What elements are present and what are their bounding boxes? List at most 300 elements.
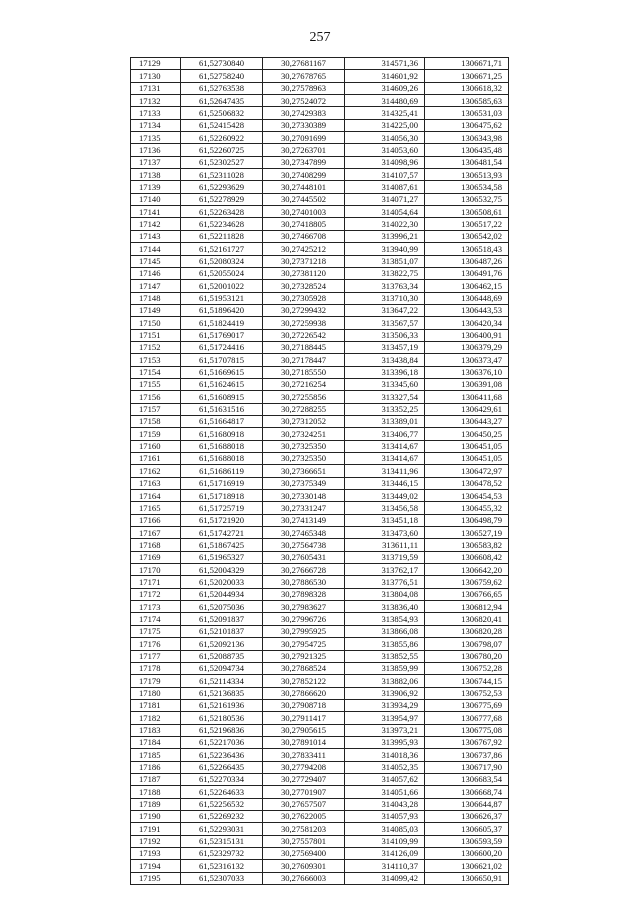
x-coordinate-cell: 313389,01 (345, 415, 425, 427)
table-row (131, 835, 509, 847)
latitude-cell: 61,52180536 (181, 712, 263, 724)
longitude-cell: 30,27371218 (263, 255, 345, 267)
point-number-cell: 17181 (131, 699, 181, 711)
latitude-cell: 61,52196836 (181, 724, 263, 736)
y-coordinate-cell: 1306593,59 (425, 835, 509, 847)
point-number-cell: 17134 (131, 119, 181, 131)
point-number-cell: 17133 (131, 107, 181, 119)
table-row (131, 58, 509, 70)
longitude-cell: 30,27886530 (263, 576, 345, 588)
point-number-cell: 17160 (131, 440, 181, 452)
latitude-cell: 61,51718918 (181, 490, 263, 502)
table-row (131, 736, 509, 748)
point-number-cell: 17137 (131, 156, 181, 168)
table-row (131, 625, 509, 637)
latitude-cell: 61,52315131 (181, 835, 263, 847)
point-number-cell: 17158 (131, 415, 181, 427)
x-coordinate-cell: 313414,67 (345, 440, 425, 452)
longitude-cell: 30,27891014 (263, 736, 345, 748)
y-coordinate-cell: 1306450,25 (425, 428, 509, 440)
table-row (131, 810, 509, 822)
longitude-cell: 30,27091699 (263, 132, 345, 144)
y-coordinate-cell: 1306777,68 (425, 712, 509, 724)
latitude-cell: 61,52266435 (181, 761, 263, 773)
x-coordinate-cell: 313710,30 (345, 292, 425, 304)
latitude-cell: 61,51669615 (181, 366, 263, 378)
x-coordinate-cell: 314057,93 (345, 810, 425, 822)
point-number-cell: 17176 (131, 638, 181, 650)
y-coordinate-cell: 1306420,34 (425, 317, 509, 329)
longitude-cell: 30,27681167 (263, 58, 345, 70)
point-number-cell: 17140 (131, 193, 181, 205)
point-number-cell: 17152 (131, 341, 181, 353)
latitude-cell: 61,51953121 (181, 292, 263, 304)
latitude-cell: 61,52302527 (181, 156, 263, 168)
y-coordinate-cell: 1306767,92 (425, 736, 509, 748)
y-coordinate-cell: 1306820,41 (425, 613, 509, 625)
table-row (131, 82, 509, 94)
x-coordinate-cell: 314054,64 (345, 206, 425, 218)
longitude-cell: 30,27425212 (263, 243, 345, 255)
y-coordinate-cell: 1306451,05 (425, 453, 509, 465)
point-number-cell: 17159 (131, 428, 181, 440)
x-coordinate-cell: 313457,19 (345, 341, 425, 353)
x-coordinate-cell: 313855,86 (345, 638, 425, 650)
y-coordinate-cell: 1306618,32 (425, 82, 509, 94)
x-coordinate-cell: 314087,61 (345, 181, 425, 193)
x-coordinate-cell: 313647,22 (345, 304, 425, 316)
latitude-cell: 61,51721920 (181, 514, 263, 526)
longitude-cell: 30,27569400 (263, 848, 345, 860)
point-number-cell: 17157 (131, 403, 181, 415)
y-coordinate-cell: 1306391,08 (425, 378, 509, 390)
point-number-cell: 17193 (131, 848, 181, 860)
table-row (131, 119, 509, 131)
latitude-cell: 61,52088735 (181, 650, 263, 662)
point-number-cell: 17182 (131, 712, 181, 724)
latitude-cell: 61,52161936 (181, 699, 263, 711)
longitude-cell: 30,27188445 (263, 341, 345, 353)
point-number-cell: 17129 (131, 58, 181, 70)
y-coordinate-cell: 1306462,15 (425, 280, 509, 292)
table-row (131, 872, 509, 884)
longitude-cell: 30,27305928 (263, 292, 345, 304)
x-coordinate-cell: 314053,60 (345, 144, 425, 156)
table-row (131, 292, 509, 304)
point-number-cell: 17171 (131, 576, 181, 588)
y-coordinate-cell: 1306451,05 (425, 440, 509, 452)
table-row (131, 169, 509, 181)
point-number-cell: 17132 (131, 95, 181, 107)
x-coordinate-cell: 313611,11 (345, 539, 425, 551)
table-row (131, 255, 509, 267)
point-number-cell: 17155 (131, 378, 181, 390)
x-coordinate-cell: 313906,92 (345, 687, 425, 699)
x-coordinate-cell: 314018,36 (345, 749, 425, 761)
page-number: 257 (309, 30, 331, 45)
point-number-cell: 17138 (131, 169, 181, 181)
y-coordinate-cell: 1306429,61 (425, 403, 509, 415)
x-coordinate-cell: 313973,21 (345, 724, 425, 736)
longitude-cell: 30,27445502 (263, 193, 345, 205)
longitude-cell: 30,27255856 (263, 391, 345, 403)
longitude-cell: 30,27401003 (263, 206, 345, 218)
x-coordinate-cell: 313406,77 (345, 428, 425, 440)
latitude-cell: 61,52758240 (181, 70, 263, 82)
y-coordinate-cell: 1306780,20 (425, 650, 509, 662)
latitude-cell: 61,52004329 (181, 564, 263, 576)
longitude-cell: 30,27418805 (263, 218, 345, 230)
y-coordinate-cell: 1306373,47 (425, 354, 509, 366)
longitude-cell: 30,27605431 (263, 551, 345, 563)
table-row (131, 527, 509, 539)
table-row (131, 107, 509, 119)
table-row (131, 144, 509, 156)
table-row (131, 749, 509, 761)
y-coordinate-cell: 1306775,69 (425, 699, 509, 711)
y-coordinate-cell: 1306668,74 (425, 786, 509, 798)
point-number-cell: 17180 (131, 687, 181, 699)
longitude-cell: 30,27921325 (263, 650, 345, 662)
longitude-cell: 30,27312052 (263, 415, 345, 427)
y-coordinate-cell: 1306600,20 (425, 848, 509, 860)
table-row (131, 317, 509, 329)
latitude-cell: 61,52001022 (181, 280, 263, 292)
latitude-cell: 61,51686119 (181, 465, 263, 477)
table-row (131, 601, 509, 613)
y-coordinate-cell: 1306683,54 (425, 773, 509, 785)
longitude-cell: 30,27466708 (263, 230, 345, 242)
point-number-cell: 17179 (131, 675, 181, 687)
y-coordinate-cell: 1306820,28 (425, 625, 509, 637)
point-number-cell: 17168 (131, 539, 181, 551)
latitude-cell: 61,51631516 (181, 403, 263, 415)
point-number-cell: 17178 (131, 662, 181, 674)
x-coordinate-cell: 314085,03 (345, 823, 425, 835)
x-coordinate-cell: 313776,51 (345, 576, 425, 588)
y-coordinate-cell: 1306671,71 (425, 58, 509, 70)
point-number-cell: 17150 (131, 317, 181, 329)
table-row (131, 798, 509, 810)
table-row (131, 280, 509, 292)
y-coordinate-cell: 1306583,82 (425, 539, 509, 551)
y-coordinate-cell: 1306585,63 (425, 95, 509, 107)
table-row (131, 206, 509, 218)
longitude-cell: 30,27465348 (263, 527, 345, 539)
x-coordinate-cell: 313451,18 (345, 514, 425, 526)
table-row (131, 415, 509, 427)
x-coordinate-cell: 313446,15 (345, 477, 425, 489)
point-number-cell: 17141 (131, 206, 181, 218)
latitude-cell: 61,52307033 (181, 872, 263, 884)
y-coordinate-cell: 1306644,87 (425, 798, 509, 810)
latitude-cell: 61,52217036 (181, 736, 263, 748)
longitude-cell: 30,27448101 (263, 181, 345, 193)
point-number-cell: 17194 (131, 860, 181, 872)
table-row (131, 675, 509, 687)
table-row (131, 477, 509, 489)
latitude-cell: 61,52136835 (181, 687, 263, 699)
longitude-cell: 30,27609301 (263, 860, 345, 872)
table-row (131, 218, 509, 230)
y-coordinate-cell: 1306626,37 (425, 810, 509, 822)
latitude-cell: 61,52114334 (181, 675, 263, 687)
latitude-cell: 61,52278929 (181, 193, 263, 205)
latitude-cell: 61,52316132 (181, 860, 263, 872)
point-number-cell: 17135 (131, 132, 181, 144)
latitude-cell: 61,51680918 (181, 428, 263, 440)
latitude-cell: 61,51688018 (181, 453, 263, 465)
table-row (131, 724, 509, 736)
x-coordinate-cell: 314609,26 (345, 82, 425, 94)
longitude-cell: 30,27429383 (263, 107, 345, 119)
point-number-cell: 17163 (131, 477, 181, 489)
x-coordinate-cell: 313866,08 (345, 625, 425, 637)
y-coordinate-cell: 1306798,07 (425, 638, 509, 650)
point-number-cell: 17187 (131, 773, 181, 785)
longitude-cell: 30,27408299 (263, 169, 345, 181)
longitude-cell: 30,27666003 (263, 872, 345, 884)
table-row (131, 687, 509, 699)
latitude-cell: 61,52211828 (181, 230, 263, 242)
latitude-cell: 61,52260922 (181, 132, 263, 144)
x-coordinate-cell: 314056,30 (345, 132, 425, 144)
longitude-cell: 30,27325350 (263, 453, 345, 465)
latitude-cell: 61,51725719 (181, 502, 263, 514)
x-coordinate-cell: 314225,00 (345, 119, 425, 131)
x-coordinate-cell: 313995,93 (345, 736, 425, 748)
y-coordinate-cell: 1306475,62 (425, 119, 509, 131)
y-coordinate-cell: 1306443,53 (425, 304, 509, 316)
longitude-cell: 30,27581203 (263, 823, 345, 835)
y-coordinate-cell: 1306605,37 (425, 823, 509, 835)
longitude-cell: 30,27911417 (263, 712, 345, 724)
point-number-cell: 17186 (131, 761, 181, 773)
table-body (131, 58, 509, 885)
x-coordinate-cell: 314057,62 (345, 773, 425, 785)
y-coordinate-cell: 1306455,32 (425, 502, 509, 514)
point-number-cell: 17146 (131, 267, 181, 279)
table-row (131, 403, 509, 415)
y-coordinate-cell: 1306472,97 (425, 465, 509, 477)
longitude-cell: 30,27995925 (263, 625, 345, 637)
x-coordinate-cell: 314107,57 (345, 169, 425, 181)
longitude-cell: 30,27666728 (263, 564, 345, 576)
longitude-cell: 30,27996726 (263, 613, 345, 625)
longitude-cell: 30,27657507 (263, 798, 345, 810)
x-coordinate-cell: 314480,69 (345, 95, 425, 107)
x-coordinate-cell: 313506,33 (345, 329, 425, 341)
y-coordinate-cell: 1306527,19 (425, 527, 509, 539)
y-coordinate-cell: 1306752,53 (425, 687, 509, 699)
y-coordinate-cell: 1306491,76 (425, 267, 509, 279)
latitude-cell: 61,52075036 (181, 601, 263, 613)
table-row (131, 230, 509, 242)
latitude-cell: 61,52506832 (181, 107, 263, 119)
table-row (131, 761, 509, 773)
latitude-cell: 61,51867425 (181, 539, 263, 551)
y-coordinate-cell: 1306737,86 (425, 749, 509, 761)
table-row (131, 378, 509, 390)
point-number-cell: 17185 (131, 749, 181, 761)
longitude-cell: 30,27347899 (263, 156, 345, 168)
latitude-cell: 61,52044934 (181, 588, 263, 600)
point-number-cell: 17131 (131, 82, 181, 94)
x-coordinate-cell: 313345,60 (345, 378, 425, 390)
longitude-cell: 30,27868524 (263, 662, 345, 674)
longitude-cell: 30,27557801 (263, 835, 345, 847)
latitude-cell: 61,52260725 (181, 144, 263, 156)
x-coordinate-cell: 313996,21 (345, 230, 425, 242)
longitude-cell: 30,27330389 (263, 119, 345, 131)
x-coordinate-cell: 313352,25 (345, 403, 425, 415)
longitude-cell: 30,27905615 (263, 724, 345, 736)
x-coordinate-cell: 314051,66 (345, 786, 425, 798)
x-coordinate-cell: 314110,37 (345, 860, 425, 872)
longitude-cell: 30,27866620 (263, 687, 345, 699)
table-row (131, 70, 509, 82)
y-coordinate-cell: 1306400,91 (425, 329, 509, 341)
table-row (131, 650, 509, 662)
longitude-cell: 30,27524072 (263, 95, 345, 107)
longitude-cell: 30,27259938 (263, 317, 345, 329)
y-coordinate-cell: 1306517,22 (425, 218, 509, 230)
latitude-cell: 61,52094734 (181, 662, 263, 674)
table-row (131, 354, 509, 366)
latitude-cell: 61,52270334 (181, 773, 263, 785)
table-row (131, 613, 509, 625)
y-coordinate-cell: 1306608,42 (425, 551, 509, 563)
table-row (131, 366, 509, 378)
longitude-cell: 30,27898328 (263, 588, 345, 600)
table-row (131, 440, 509, 452)
y-coordinate-cell: 1306508,61 (425, 206, 509, 218)
table-row (131, 823, 509, 835)
y-coordinate-cell: 1306812,94 (425, 601, 509, 613)
x-coordinate-cell: 314126,09 (345, 848, 425, 860)
longitude-cell: 30,27324251 (263, 428, 345, 440)
y-coordinate-cell: 1306671,25 (425, 70, 509, 82)
latitude-cell: 61,52234628 (181, 218, 263, 230)
point-number-cell: 17165 (131, 502, 181, 514)
longitude-cell: 30,27185550 (263, 366, 345, 378)
table-row (131, 638, 509, 650)
longitude-cell: 30,27328524 (263, 280, 345, 292)
y-coordinate-cell: 1306531,03 (425, 107, 509, 119)
latitude-cell: 61,51742721 (181, 527, 263, 539)
table-row (131, 181, 509, 193)
point-number-cell: 17130 (131, 70, 181, 82)
latitude-cell: 61,52055024 (181, 267, 263, 279)
longitude-cell: 30,27299432 (263, 304, 345, 316)
x-coordinate-cell: 313851,07 (345, 255, 425, 267)
x-coordinate-cell: 313940,99 (345, 243, 425, 255)
x-coordinate-cell: 313414,67 (345, 453, 425, 465)
latitude-cell: 61,51608915 (181, 391, 263, 403)
longitude-cell: 30,27178447 (263, 354, 345, 366)
latitude-cell: 61,52092136 (181, 638, 263, 650)
point-number-cell: 17192 (131, 835, 181, 847)
point-number-cell: 17191 (131, 823, 181, 835)
x-coordinate-cell: 314098,96 (345, 156, 425, 168)
x-coordinate-cell: 313396,18 (345, 366, 425, 378)
coordinates-table (130, 57, 509, 885)
point-number-cell: 17189 (131, 798, 181, 810)
y-coordinate-cell: 1306650,91 (425, 872, 509, 884)
latitude-cell: 61,51965327 (181, 551, 263, 563)
y-coordinate-cell: 1306343,98 (425, 132, 509, 144)
table-row (131, 341, 509, 353)
table-row (131, 588, 509, 600)
x-coordinate-cell: 314022,30 (345, 218, 425, 230)
table-row (131, 132, 509, 144)
longitude-cell: 30,27578963 (263, 82, 345, 94)
y-coordinate-cell: 1306752,28 (425, 662, 509, 674)
x-coordinate-cell: 314109,99 (345, 835, 425, 847)
y-coordinate-cell: 1306487,26 (425, 255, 509, 267)
latitude-cell: 61,52161727 (181, 243, 263, 255)
table-row (131, 860, 509, 872)
y-coordinate-cell: 1306376,10 (425, 366, 509, 378)
latitude-cell: 61,51716919 (181, 477, 263, 489)
x-coordinate-cell: 313934,29 (345, 699, 425, 711)
latitude-cell: 61,51896420 (181, 304, 263, 316)
latitude-cell: 61,52415428 (181, 119, 263, 131)
table-row (131, 662, 509, 674)
y-coordinate-cell: 1306448,69 (425, 292, 509, 304)
table-row (131, 786, 509, 798)
point-number-cell: 17148 (131, 292, 181, 304)
y-coordinate-cell: 1306542,02 (425, 230, 509, 242)
longitude-cell: 30,27678765 (263, 70, 345, 82)
table-row (131, 502, 509, 514)
longitude-cell: 30,27833411 (263, 749, 345, 761)
y-coordinate-cell: 1306532,75 (425, 193, 509, 205)
point-number-cell: 17172 (131, 588, 181, 600)
x-coordinate-cell: 313859,99 (345, 662, 425, 674)
table-row (131, 329, 509, 341)
latitude-cell: 61,51724416 (181, 341, 263, 353)
x-coordinate-cell: 313882,06 (345, 675, 425, 687)
x-coordinate-cell: 313836,40 (345, 601, 425, 613)
latitude-cell: 61,52263428 (181, 206, 263, 218)
latitude-cell: 61,52264633 (181, 786, 263, 798)
longitude-cell: 30,27263701 (263, 144, 345, 156)
table-row (131, 514, 509, 526)
latitude-cell: 61,52269232 (181, 810, 263, 822)
x-coordinate-cell: 313719,59 (345, 551, 425, 563)
x-coordinate-cell: 313804,08 (345, 588, 425, 600)
x-coordinate-cell: 314071,27 (345, 193, 425, 205)
longitude-cell: 30,27908718 (263, 699, 345, 711)
y-coordinate-cell: 1306744,15 (425, 675, 509, 687)
table-row (131, 712, 509, 724)
point-number-cell: 17153 (131, 354, 181, 366)
point-number-cell: 17195 (131, 872, 181, 884)
y-coordinate-cell: 1306411,68 (425, 391, 509, 403)
point-number-cell: 17149 (131, 304, 181, 316)
x-coordinate-cell: 314052,35 (345, 761, 425, 773)
y-coordinate-cell: 1306498,79 (425, 514, 509, 526)
table-row (131, 267, 509, 279)
y-coordinate-cell: 1306513,93 (425, 169, 509, 181)
table-row (131, 773, 509, 785)
y-coordinate-cell: 1306717,90 (425, 761, 509, 773)
latitude-cell: 61,52091837 (181, 613, 263, 625)
x-coordinate-cell: 313411,96 (345, 465, 425, 477)
point-number-cell: 17190 (131, 810, 181, 822)
table-row (131, 156, 509, 168)
